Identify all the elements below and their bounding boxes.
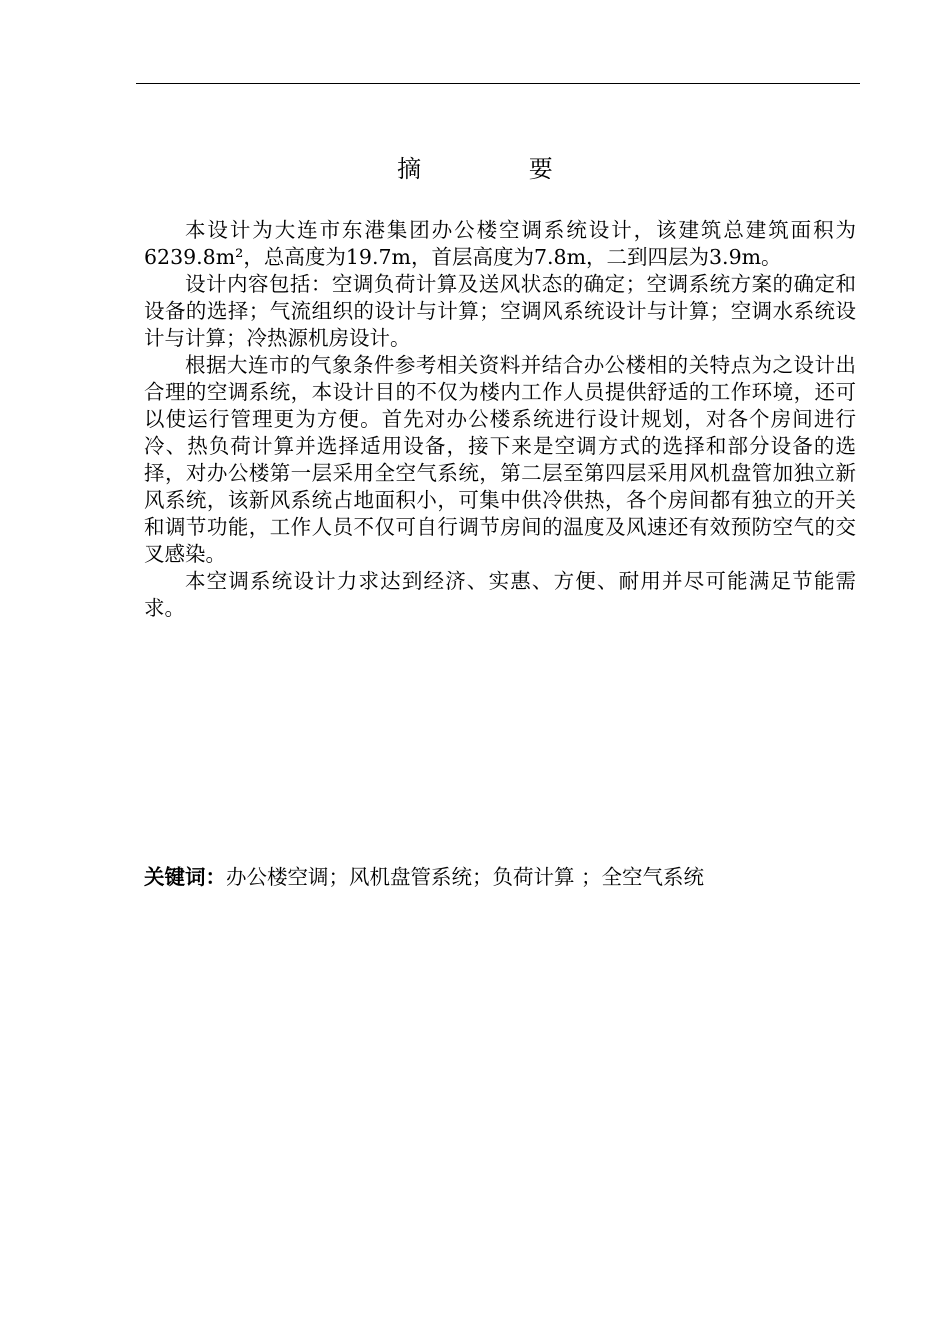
abstract-paragraph: 设计内容包括：空调负荷计算及送风状态的确定；空调系统方案的确定和设备的选择；气流组织的设计与计算；空调风系统设计与计算；空调水系统设计与计算；冷热源机房设计。	[144, 272, 856, 350]
keywords-label: 关键词：	[144, 865, 226, 889]
keywords-line	[144, 863, 704, 891]
abstract-paragraph: 本设计为大连市东港集团办公楼空调系统设计，该建筑总建筑面积为6239.8m²，总高度为19.7m，首层高度为7.8m，二到四层为3.9m。	[144, 218, 856, 269]
keywords-text: 办公楼空调；风机盘管系统；负荷计算 ；全空气系统	[226, 865, 705, 889]
page-title: 摘 要	[397, 155, 603, 183]
header-rule	[136, 83, 860, 84]
abstract-body	[144, 217, 856, 622]
abstract-paragraph: 根据大连市的气象条件参考相关资料并结合办公楼相的关特点为之设计出合理的空调系统，本设计目的不仅为楼内工作人员提供舒适的工作环境，还可以使运行管理更为方便。首先对办公楼系统进行设计规划，对各个房间进行冷、热负荷计算并选择适用设备，接下来是空调方式的选择和部分设备的选择，对办公楼第一层采用全空气系统，第二层至第四层采用风机盘管加独立新风系统，该新风系统占地面积小，可集中供冷供热，各个房间都有独立的开关和调节功能，工作人员不仅可自行调节房间的温度及风速还有效预防空气的交叉感染。	[144, 353, 856, 566]
abstract-paragraph: 本空调系统设计力求达到经济、实惠、方便、耐用并尽可能满足节能需求。	[144, 569, 856, 620]
